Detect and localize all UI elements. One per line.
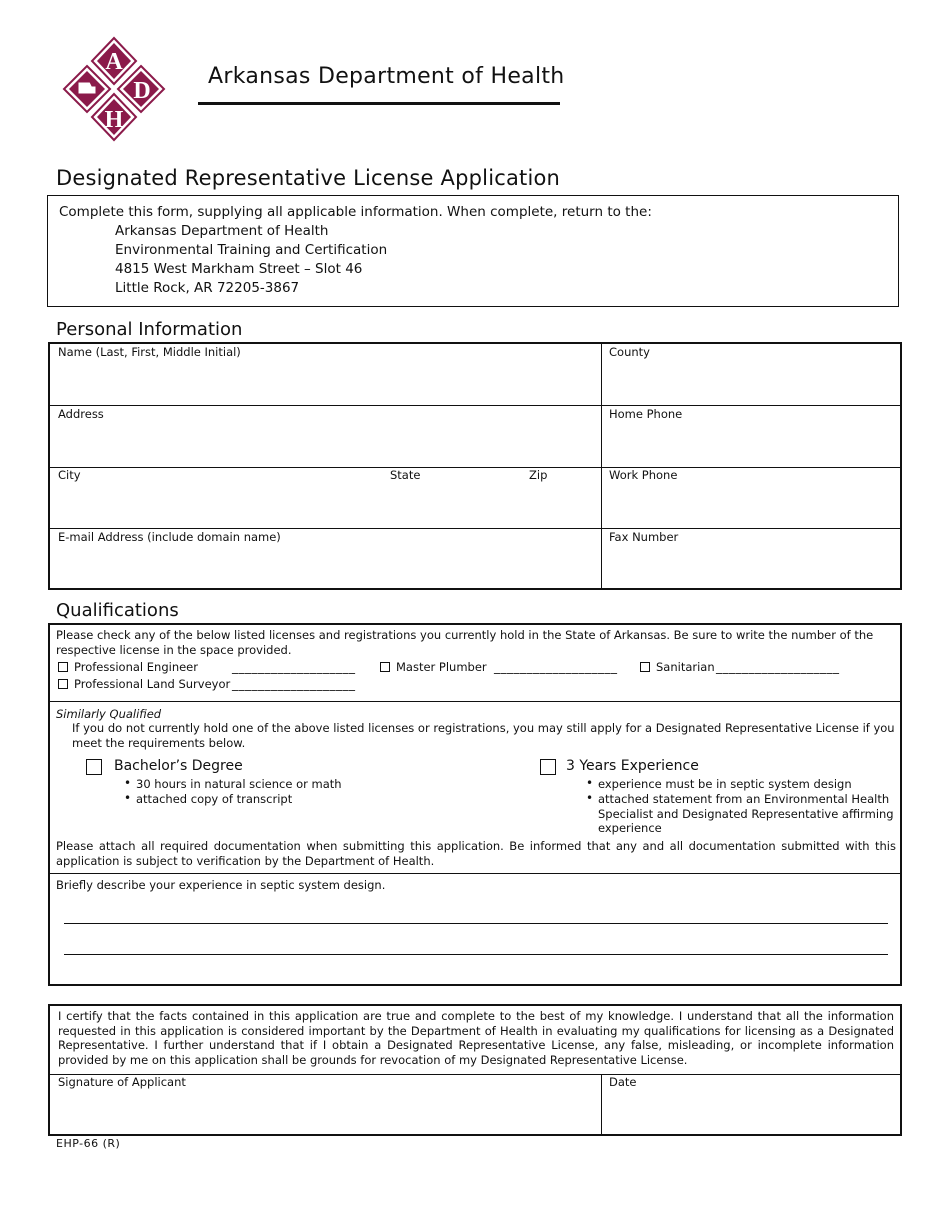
adh-logo-graphic (56, 34, 172, 146)
zip-field[interactable]: Zip (529, 468, 548, 482)
return-address-line: Little Rock, AR 72205-3867 (115, 280, 300, 296)
city-field[interactable]: City (58, 468, 81, 482)
professional-engineer-label: Professional Engineer (74, 660, 198, 674)
instructions-box (47, 195, 899, 307)
similarly-qualified-heading: Similarly Qualified (56, 707, 162, 721)
experience-requirement-cont: experience (598, 821, 662, 835)
land-surveyor-label: Professional Land Surveyor (74, 677, 231, 691)
form-title: Designated Representative License Application (56, 166, 561, 190)
bachelors-requirement: • 30 hours in natural science or math (136, 777, 342, 791)
master-plumber-label: Master Plumber (396, 660, 487, 674)
adh-logo (56, 34, 172, 146)
experience-requirement: • attached statement from an Environmental Health (598, 792, 889, 806)
date-field[interactable]: Date (609, 1075, 637, 1089)
qualifications-heading: Qualifications (56, 600, 179, 621)
experience-answer-line[interactable] (64, 954, 888, 955)
certification-table (48, 1004, 902, 1136)
home-phone-field[interactable]: Home Phone (609, 407, 683, 421)
experience-requirement: • experience must be in septic system design (598, 777, 852, 791)
experience-answer-line[interactable] (64, 923, 888, 924)
sanitarian-number[interactable]: ___________________ (716, 660, 840, 674)
qualifications-intro: Please check any of the below listed licenses and registrations you currently hold in the State of Arkansas. Be sure to write the number of the respective license in the space provided. (56, 628, 874, 657)
name-field[interactable]: Name (Last, First, Middle Initial) (58, 345, 241, 359)
signature-field[interactable]: Signature of Applicant (58, 1075, 186, 1089)
form-code: EHP-66 (R) (56, 1137, 121, 1150)
professional-engineer-number[interactable]: ___________________ (232, 660, 356, 674)
certification-statement: I certify that the facts contained in this application are true and complete to the best of my knowledge. I understand that all the information requested in this application is considered important by the Department of Health in evaluating my qualifications for licensing as a Designated Representative. I further understand that if I obtain a Designated Representative License, any false, misleading, or incomplete information provided by me on this application shall be grounds for revocation of my Designated Representative License. (58, 1009, 894, 1067)
address-field[interactable]: Address (58, 407, 104, 421)
return-address-line: Arkansas Department of Health (115, 223, 329, 239)
return-address-line: 4815 West Markham Street – Slot 46 (115, 261, 363, 277)
describe-experience-prompt: Briefly describe your experience in septic system design. (56, 878, 386, 892)
professional-engineer-checkbox[interactable] (58, 662, 68, 672)
personal-info-heading: Personal Information (56, 319, 243, 340)
experience-label: 3 Years Experience (566, 758, 699, 774)
land-surveyor-checkbox[interactable] (58, 679, 68, 689)
state-field[interactable]: State (390, 468, 421, 482)
county-field[interactable]: County (609, 345, 650, 359)
sanitarian-label: Sanitarian (656, 660, 715, 674)
experience-requirement-cont: Specialist and Designated Representative affirming (598, 807, 894, 821)
master-plumber-checkbox[interactable] (380, 662, 390, 672)
bachelors-degree-label: Bachelor’s Degree (114, 758, 243, 774)
return-address-line: Environmental Training and Certification (115, 242, 388, 258)
email-field[interactable]: E-mail Address (include domain name) (58, 530, 281, 544)
work-phone-field[interactable]: Work Phone (609, 468, 678, 482)
qualifications-table (48, 623, 902, 986)
sanitarian-checkbox[interactable] (640, 662, 650, 672)
similarly-qualified-text: If you do not currently hold one of the above listed licenses or registrations, you may still apply for a Designated Representative License if you meet the requirements below. (72, 721, 895, 750)
logo-letter-a: A (105, 49, 123, 75)
bachelors-degree-checkbox[interactable] (86, 759, 102, 775)
personal-info-table (48, 342, 902, 590)
attach-documentation-note: Please attach all required documentation when submitting this application. Be informed that any and all documentation submitted with this application is subject to verification by the Department of Health. (56, 839, 896, 868)
department-name: Arkansas Department of Health (208, 64, 565, 89)
experience-checkbox[interactable] (540, 759, 556, 775)
bachelors-requirement: • attached copy of transcript (136, 792, 292, 806)
logo-letter-h: H (104, 107, 124, 133)
master-plumber-number[interactable]: ___________________ (494, 660, 618, 674)
department-underline (198, 102, 560, 105)
land-surveyor-number[interactable]: ___________________ (232, 677, 356, 691)
logo-letter-d: D (133, 78, 151, 104)
instructions-intro: Complete this form, supplying all applicable information. When complete, return to the: (59, 204, 652, 220)
fax-field[interactable]: Fax Number (609, 530, 679, 544)
